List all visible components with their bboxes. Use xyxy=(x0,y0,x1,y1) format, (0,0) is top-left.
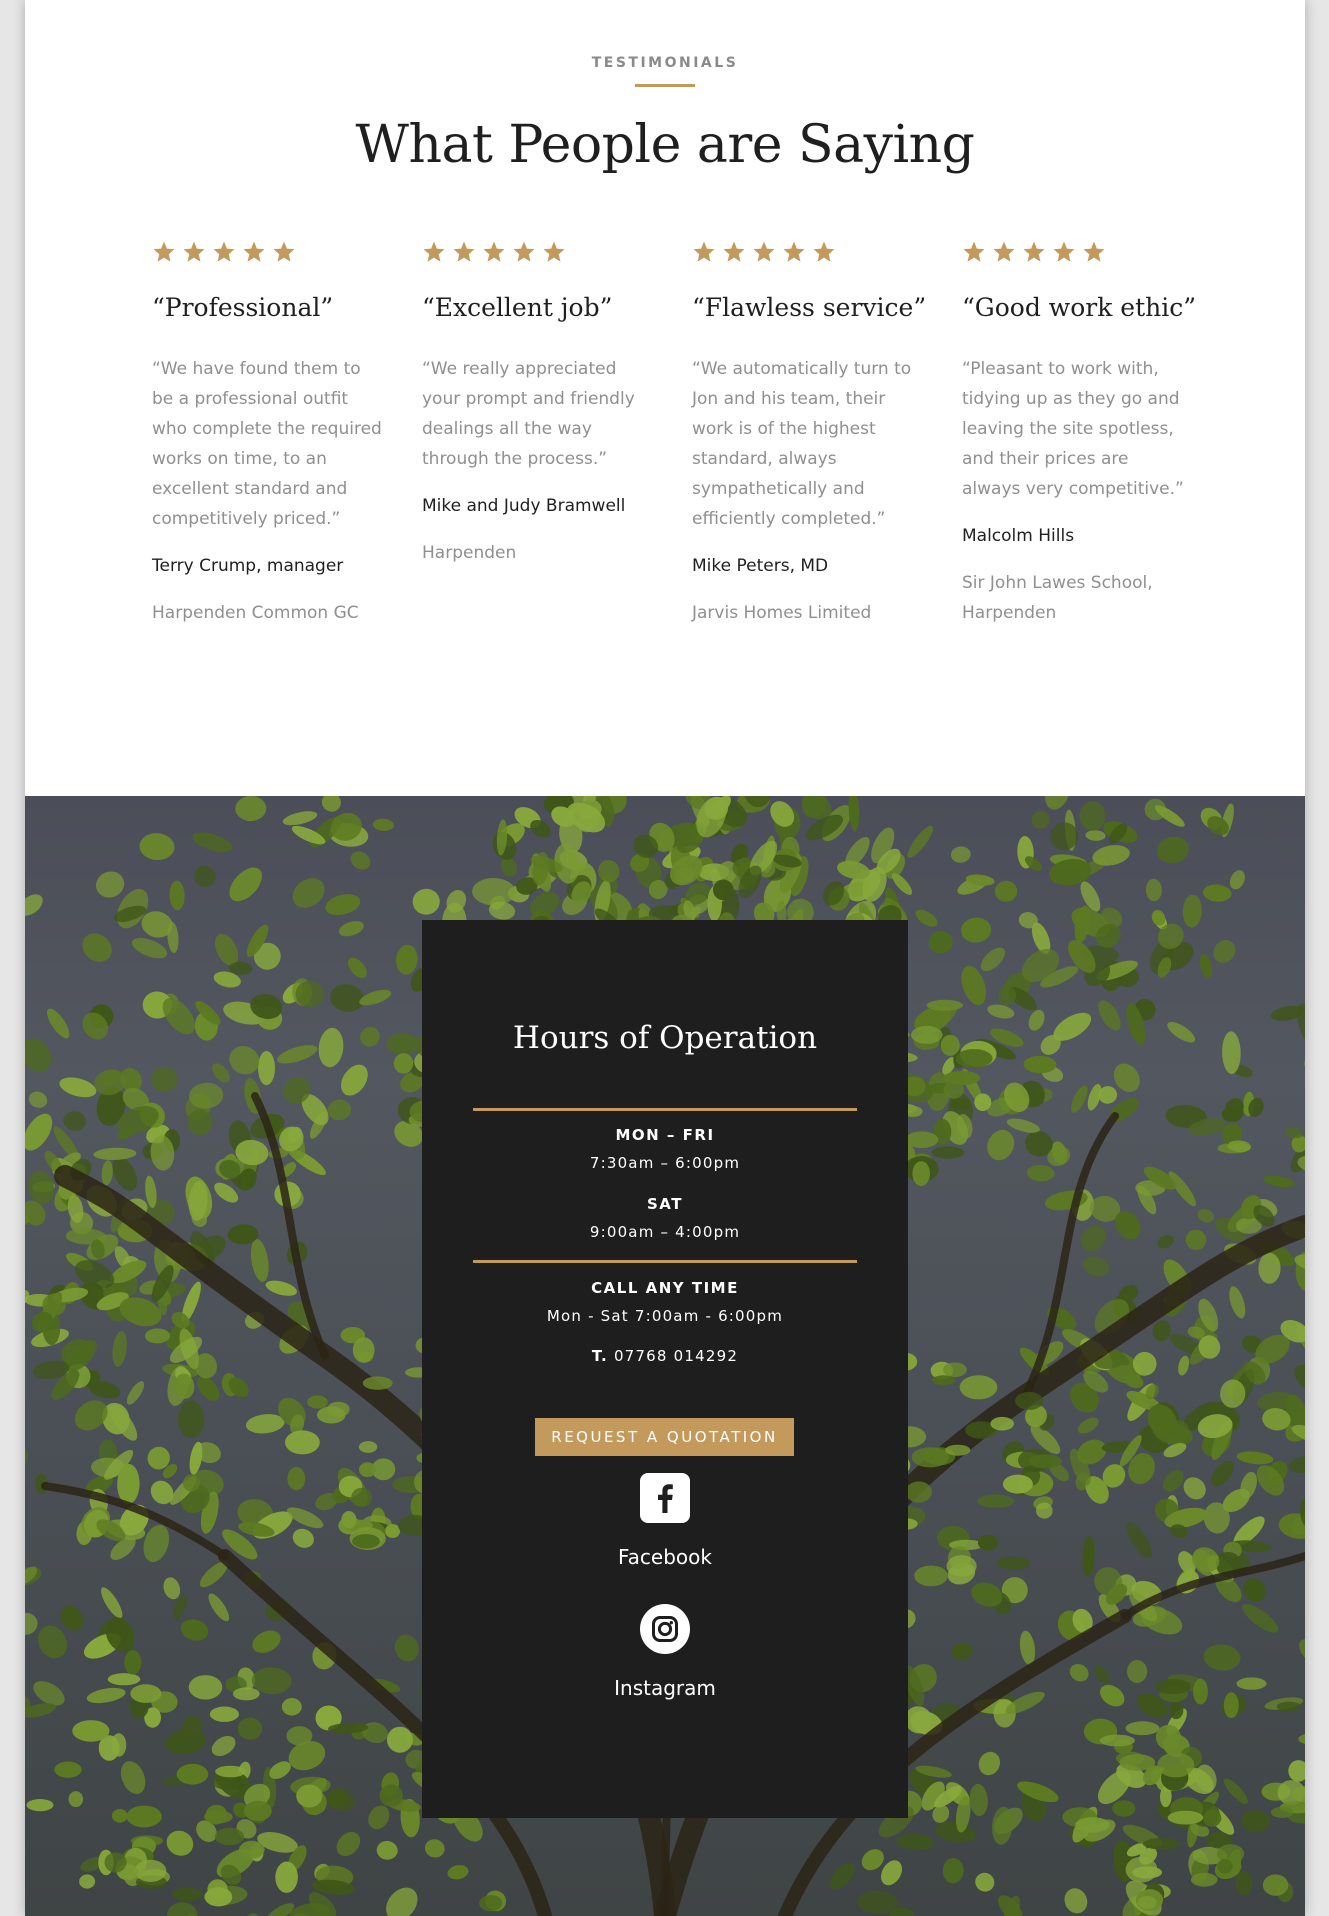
star-icon xyxy=(182,240,206,270)
star-rating xyxy=(962,240,1192,270)
saturday-label: SAT xyxy=(647,1195,683,1213)
hours-panel xyxy=(422,920,908,1818)
testimonial-org: Jarvis Homes Limited xyxy=(692,603,872,623)
testimonial-title: “Professional” xyxy=(152,293,334,322)
testimonial-author: Terry Crump, manager xyxy=(152,556,344,576)
testimonial-author: Mike Peters, MD xyxy=(692,556,829,576)
section-heading: What People are Saying xyxy=(355,115,975,175)
testimonial-card xyxy=(152,240,382,628)
testimonial-author: Malcolm Hills xyxy=(962,526,1075,546)
testimonial-quote: “We automatically turn to Jon and his team, their work is of the highest standard, always sympathetically and efficiently completed.” xyxy=(692,359,912,529)
phone-line[interactable] xyxy=(422,1347,908,1365)
star-rating xyxy=(152,240,382,270)
star-icon xyxy=(782,240,806,270)
star-icon xyxy=(752,240,776,270)
testimonial-org: Harpenden Common GC xyxy=(152,603,359,623)
star-icon xyxy=(452,240,476,270)
star-rating xyxy=(692,240,922,270)
star-rating xyxy=(422,240,652,270)
star-icon xyxy=(242,240,266,270)
instagram-label[interactable]: Instagram xyxy=(614,1676,716,1700)
testimonials-section xyxy=(25,0,1305,796)
testimonial-card xyxy=(962,240,1197,628)
star-icon xyxy=(722,240,746,270)
star-icon xyxy=(422,240,446,270)
call-hours: Mon - Sat 7:00am - 6:00pm xyxy=(546,1307,784,1325)
star-icon xyxy=(1082,240,1106,270)
section-eyebrow: TESTIMONIALS xyxy=(591,55,739,71)
testimonial-card xyxy=(422,240,652,568)
request-quotation-button[interactable]: REQUEST A QUOTATION xyxy=(535,1418,794,1456)
star-icon xyxy=(692,240,716,270)
star-icon xyxy=(152,240,176,270)
testimonial-quote: “We really appreciated your prompt and friendly dealings all the way through the process.” xyxy=(422,359,635,469)
testimonial-org: Sir John Lawes School, Harpenden xyxy=(962,573,1153,623)
star-icon xyxy=(212,240,236,270)
star-icon xyxy=(962,240,986,270)
phone-number[interactable]: 07768 014292 xyxy=(613,1347,739,1365)
testimonial-org: Harpenden xyxy=(422,543,517,563)
testimonial-quote: “Pleasant to work with, tidying up as they go and leaving the site spotless, and their prices are always very competitive.” xyxy=(962,359,1184,499)
weekday-label: MON – FRI xyxy=(615,1126,715,1144)
star-icon xyxy=(1022,240,1046,270)
star-icon xyxy=(272,240,296,270)
hours-title: Hours of Operation xyxy=(512,1020,818,1056)
saturday-hours: 9:00am – 4:00pm xyxy=(589,1223,741,1241)
star-icon xyxy=(812,240,836,270)
hours-divider-bottom xyxy=(473,1260,857,1263)
testimonial-quote: “We have found them to be a professional outfit who complete the required works on time, to an excellent standard and competitively priced.” xyxy=(152,359,382,529)
hours-section xyxy=(25,796,1305,1916)
testimonial-title: “Flawless service” xyxy=(692,293,927,322)
star-icon xyxy=(512,240,536,270)
star-icon xyxy=(992,240,1016,270)
star-icon xyxy=(482,240,506,270)
instagram-icon[interactable] xyxy=(640,1604,690,1654)
testimonial-title: “Excellent job” xyxy=(422,293,613,322)
facebook-icon[interactable] xyxy=(640,1473,690,1523)
testimonial-title: “Good work ethic” xyxy=(962,293,1197,322)
facebook-link[interactable] xyxy=(422,1473,908,1569)
star-icon xyxy=(542,240,566,270)
page xyxy=(25,0,1305,1916)
instagram-link[interactable] xyxy=(422,1604,908,1700)
star-icon xyxy=(1052,240,1076,270)
hours-divider-top xyxy=(473,1108,857,1111)
phone-prefix: T. xyxy=(591,1347,608,1365)
facebook-label[interactable]: Facebook xyxy=(618,1545,712,1569)
eyebrow-divider xyxy=(635,84,695,87)
weekday-hours: 7:30am – 6:00pm xyxy=(589,1154,741,1172)
testimonial-card xyxy=(692,240,927,628)
testimonial-author: Mike and Judy Bramwell xyxy=(422,496,626,516)
call-any-time-label: CALL ANY TIME xyxy=(591,1279,739,1297)
